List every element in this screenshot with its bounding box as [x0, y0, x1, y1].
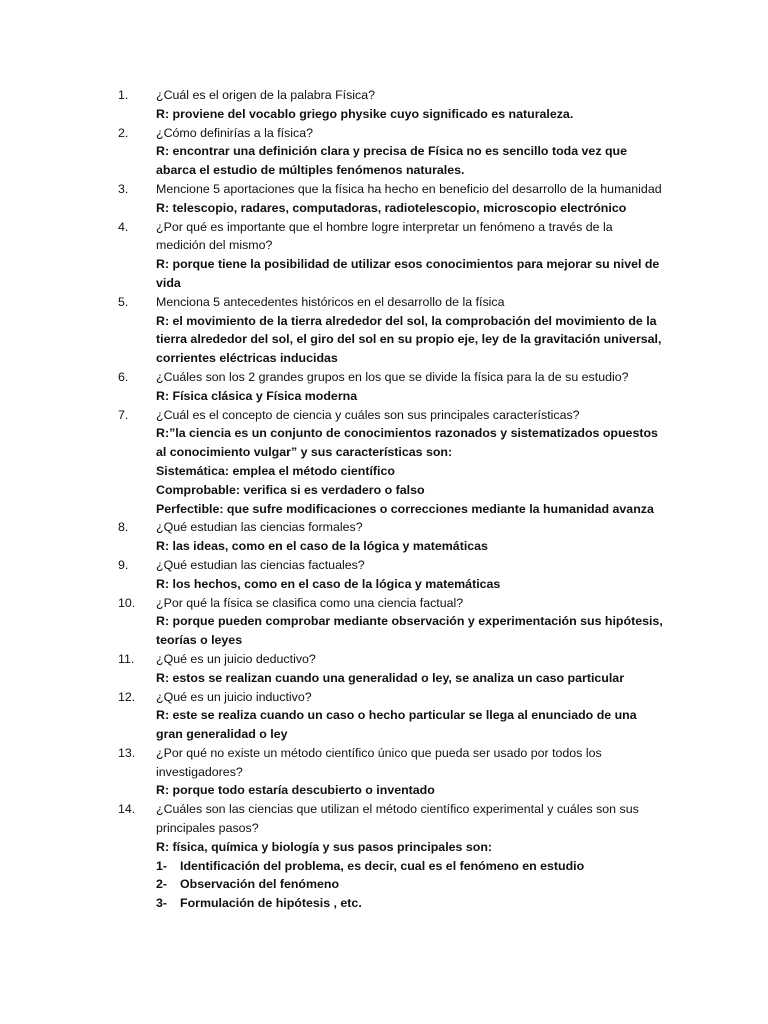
step-text: Observación del fenómeno	[180, 877, 340, 892]
question-number: 5.	[118, 294, 129, 309]
question-item	[118, 688, 663, 744]
question-item	[118, 594, 663, 650]
answer-text: R: física, química y biología y sus pasos principales son:	[156, 839, 493, 854]
question-text: ¿Qué estudian las ciencias factuales?	[156, 557, 365, 572]
question-number: 11.	[118, 651, 135, 666]
step-number: 2-	[156, 877, 168, 892]
step-item	[156, 857, 663, 876]
answer-text: R: proviene del vocablo griego physike cuyo significado es naturaleza.	[156, 106, 574, 121]
answer-text: Sistemática: emplea el método científico	[156, 463, 395, 478]
question-item	[118, 180, 663, 218]
question-text: ¿Por qué la física se clasifica como una ciencia factual?	[156, 595, 464, 610]
answer-text: R: estos se realizan cuando una generalidad o ley, se analiza un caso particular	[156, 670, 625, 685]
answer-text: R: encontrar una definición clara y precisa de Física no es sencillo toda vez que abarca el estudio de múltiples fenómenos naturales.	[156, 144, 627, 178]
answer-text: R: los hechos, como en el caso de la lógica y matemáticas	[156, 576, 501, 591]
answer-text: Perfectible: que sufre modificaciones o correcciones mediante la humanidad avanza	[156, 501, 654, 516]
answer-text: R: porque tiene la posibilidad de utilizar esos conocimientos para mejorar su nivel de vida	[156, 257, 660, 290]
question-text: Menciona 5 antecedentes históricos en el desarrollo de la física	[156, 294, 505, 309]
question-number: 1.	[118, 88, 129, 102]
answer-text: R: porque pueden comprobar mediante observación y experimentación sus hipótesis, teorías o leyes	[156, 614, 663, 648]
question-item	[118, 556, 663, 594]
answer-text: Comprobable: verifica si es verdadero o falso	[156, 482, 425, 497]
question-text: ¿Cuál es el origen de la palabra Física?	[156, 88, 376, 102]
step-number: 1-	[156, 858, 168, 873]
question-item	[118, 86, 663, 124]
step-number: 3-	[156, 896, 168, 911]
question-text: ¿Cómo definirías a la física?	[156, 125, 314, 140]
question-number: 2.	[118, 125, 129, 140]
question-number: 13.	[118, 745, 136, 760]
question-text: ¿Qué estudian las ciencias formales?	[156, 520, 363, 535]
question-number: 8.	[118, 520, 129, 535]
step-item	[156, 894, 663, 913]
answer-text: R:”la ciencia es un conjunto de conocimientos razonados y sistematizados opuestos al conocimiento vulgar” y sus características son:	[156, 426, 658, 460]
question-item	[118, 368, 663, 406]
answer-text: R: el movimiento de la tierra alrededor del sol, la comprobación del movimiento de la tierra alrededor del sol, el giro del sol en su propio eje, ley de la gravitación universal, corrientes eléctricas inducidas	[156, 313, 662, 366]
answer-text: R: porque todo estaría descubierto o inventado	[156, 783, 435, 798]
question-number: 7.	[118, 407, 129, 422]
question-number: 3.	[118, 181, 129, 196]
question-item	[118, 293, 663, 368]
question-text: Mencione 5 aportaciones que la física ha hecho en beneficio del desarrollo de la humanidad	[156, 181, 662, 196]
question-item	[118, 124, 663, 180]
question-text: ¿Qué es un juicio deductivo?	[156, 651, 316, 666]
question-item	[118, 744, 663, 800]
question-text: ¿Cuáles son las ciencias que utilizan el método científico experimental y cuáles son sus principales pasos?	[156, 802, 639, 836]
answer-text: R: Física clásica y Física moderna	[156, 388, 358, 403]
question-number: 4.	[118, 219, 129, 234]
answer-text: R: las ideas, como en el caso de la lógica y matemáticas	[156, 539, 488, 554]
question-text: ¿Cuáles son los 2 grandes grupos en los que se divide la física para la de su estudio?	[156, 369, 629, 384]
question-item	[118, 218, 663, 293]
step-item	[156, 875, 663, 894]
question-number: 10.	[118, 595, 136, 610]
question-item	[118, 406, 663, 519]
question-item	[118, 800, 663, 913]
step-text: Identificación del problema, es decir, cual es el fenómeno en estudio	[180, 858, 585, 873]
answer-text: R: este se realiza cuando un caso o hecho particular se llega al enunciado de una gran generalidad o ley	[156, 708, 637, 742]
question-number: 6.	[118, 369, 129, 384]
question-text: ¿Por qué no existe un método científico único que pueda ser usado por todos los investigadores?	[156, 745, 602, 779]
question-number: 12.	[118, 689, 136, 704]
question-text: ¿Cuál es el concepto de ciencia y cuáles son sus principales características?	[156, 407, 580, 422]
step-text: Formulación de hipótesis , etc.	[180, 896, 362, 911]
question-number: 9.	[118, 557, 129, 572]
answer-text: R: telescopio, radares, computadoras, radiotelescopio, microscopio electrónico	[156, 200, 627, 215]
question-text: ¿Por qué es importante que el hombre logre interpretar un fenómeno a través de la medición del mismo?	[156, 219, 613, 253]
question-item	[118, 518, 663, 556]
question-item	[118, 650, 663, 688]
question-list	[118, 86, 663, 913]
question-number: 14.	[118, 802, 136, 817]
question-text: ¿Qué es un juicio inductivo?	[156, 689, 312, 704]
steps-list	[156, 857, 663, 913]
